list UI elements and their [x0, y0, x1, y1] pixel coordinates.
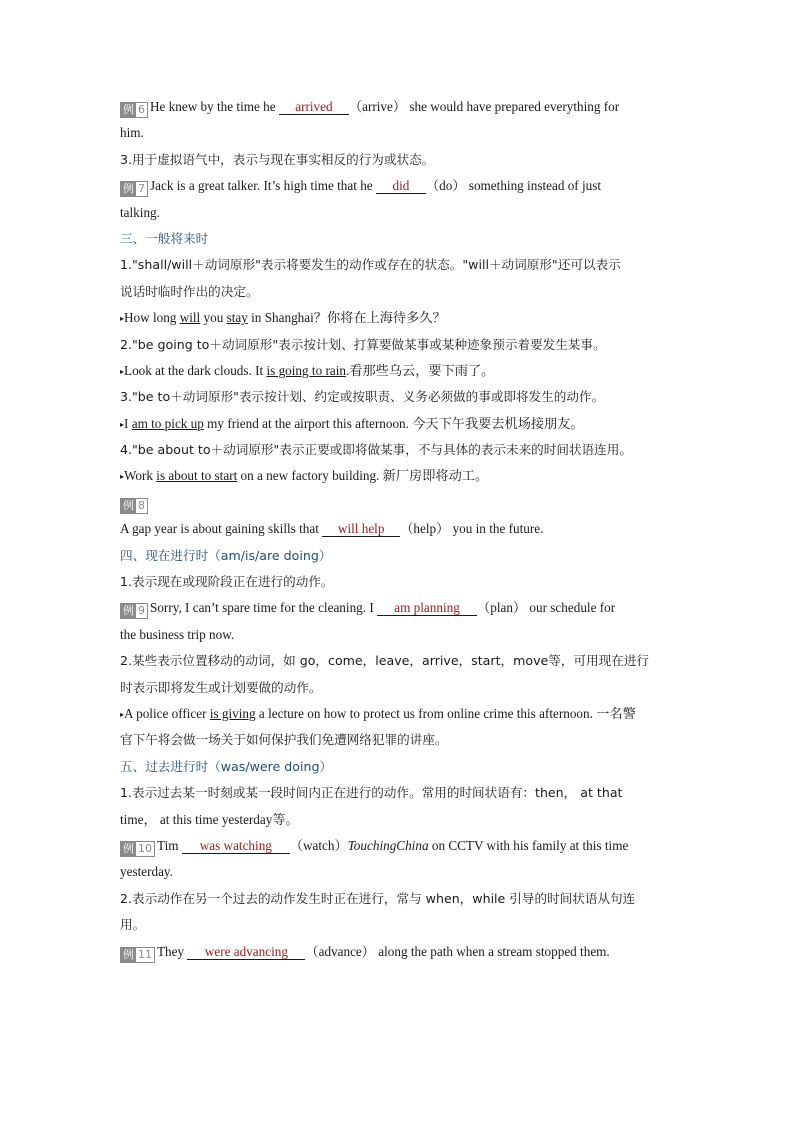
future-example-2: ▸Look at the dark clouds. It is going to rain.看那些乌云，要下雨了。: [120, 362, 495, 378]
example-badge: 例 11: [120, 947, 155, 963]
future-rule-3: 3."be to＋动词原形"表示按计划、约定或按职责、义务必须做的事或即将发生的动作。: [120, 389, 605, 405]
example-10: 例 10 Tim was watching （watch）TouchingChina on CCTV with his family at this time: [120, 833, 680, 859]
document-page: [120, 94, 680, 965]
arrow-icon: ▸: [120, 472, 125, 482]
section-heading-future: 三、一般将来时: [120, 230, 209, 246]
past-rule-2: 2.表示动作在另一个过去的动作发生时正在进行，常与 when，while 引导的时间状语从句连: [120, 890, 636, 906]
section-heading-past-progressive: 五、过去进行时（was/were doing）: [120, 758, 333, 774]
answer-blank: were advancing: [187, 944, 305, 960]
future-example-3: ▸I am to pick up my friend at the airport this afternoon. 今天下午我要去机场接朋友。: [120, 415, 584, 431]
example-7-cont: talking.: [120, 204, 160, 220]
example-badge: 例 8: [120, 498, 148, 514]
answer-blank: arrived: [279, 99, 349, 115]
arrow-icon: ▸: [120, 366, 125, 376]
past-rule-1: 1.表示过去某一时刻或某一段时间内正在进行的动作。常用的时间状语有：then， at that: [120, 785, 623, 801]
future-rule-1: 1."shall/will＋动词原形"表示将要发生的动作或存在的状态。"will＋动词原形"还可以表示: [120, 257, 621, 273]
example-7: 例 7 Jack is a great talker. It’s high time that he did （do） something instead of just: [120, 173, 680, 199]
progressive-rule-2-cont: 时表示即将发生或计划要做的动作。: [120, 679, 322, 695]
rule-subjunctive: 3.用于虚拟语气中，表示与现在事实相反的行为或状态。: [120, 151, 435, 167]
progressive-example: ▸A police officer is giving a lecture on how to protect us from online crime this afternoon. 一名警: [120, 705, 636, 721]
future-example-1: ▸How long will you stay in Shanghai？你将在上海待多久？: [120, 310, 446, 326]
progressive-rule-1: 1.表示现在或现阶段正在进行的动作。: [120, 574, 334, 590]
future-rule-4: 4."be about to＋动词原形"表示正要或即将做某事，不与具体的表示未来的时间状语连用。: [120, 442, 632, 458]
answer-blank: am planning: [377, 600, 477, 616]
past-rule-2-cont: 用。: [120, 917, 146, 933]
example-9: 例 9 Sorry, I can’t spare time for the cleaning. I am planning （plan） our schedule for: [120, 595, 680, 621]
past-rule-1-cont: time， at this time yesterday等。: [120, 811, 299, 827]
progressive-example-cont: 官下午将会做一场关于如何保护我们免遭网络犯罪的讲座。: [120, 732, 448, 748]
example-10-cont: yesterday.: [120, 864, 173, 880]
example-badge: 例 10: [120, 841, 155, 857]
future-rule-2: 2."be going to＋动词原形"表示按计划、打算要做某事或某种迹象预示着要发生某事。: [120, 336, 606, 352]
example-badge: 例 6: [120, 102, 148, 118]
example-8-badge-line: [120, 490, 680, 516]
example-badge: 例 9: [120, 603, 148, 619]
example-badge: 例 7: [120, 181, 148, 197]
example-6: 例 6 He knew by the time he arrived （arrive） she would have prepared everything for: [120, 94, 680, 120]
progressive-rule-2: 2.某些表示位置移动的动词，如 go，come，leave，arrive，start，move等，可用现在进行: [120, 653, 650, 669]
future-rule-1-cont: 说话时临时作出的决定。: [120, 283, 259, 299]
arrow-icon: ▸: [120, 314, 125, 324]
example-11: 例 11 They were advancing （advance） along the path when a stream stopped them.: [120, 939, 680, 965]
example-6-cont: him.: [120, 125, 144, 141]
arrow-icon: ▸: [120, 709, 125, 719]
arrow-icon: ▸: [120, 419, 125, 429]
answer-blank: was watching: [182, 838, 290, 854]
answer-blank: did: [376, 178, 426, 194]
example-8: A gap year is about gaining skills that will help （help） you in the future.: [120, 521, 544, 537]
example-9-cont: the business trip now.: [120, 626, 235, 642]
section-heading-present-progressive: 四、现在进行时（am/is/are doing）: [120, 547, 332, 563]
future-example-4: ▸Work is about to start on a new factory building. 新厂房即将动工。: [120, 468, 489, 484]
answer-blank: will help: [322, 521, 400, 537]
